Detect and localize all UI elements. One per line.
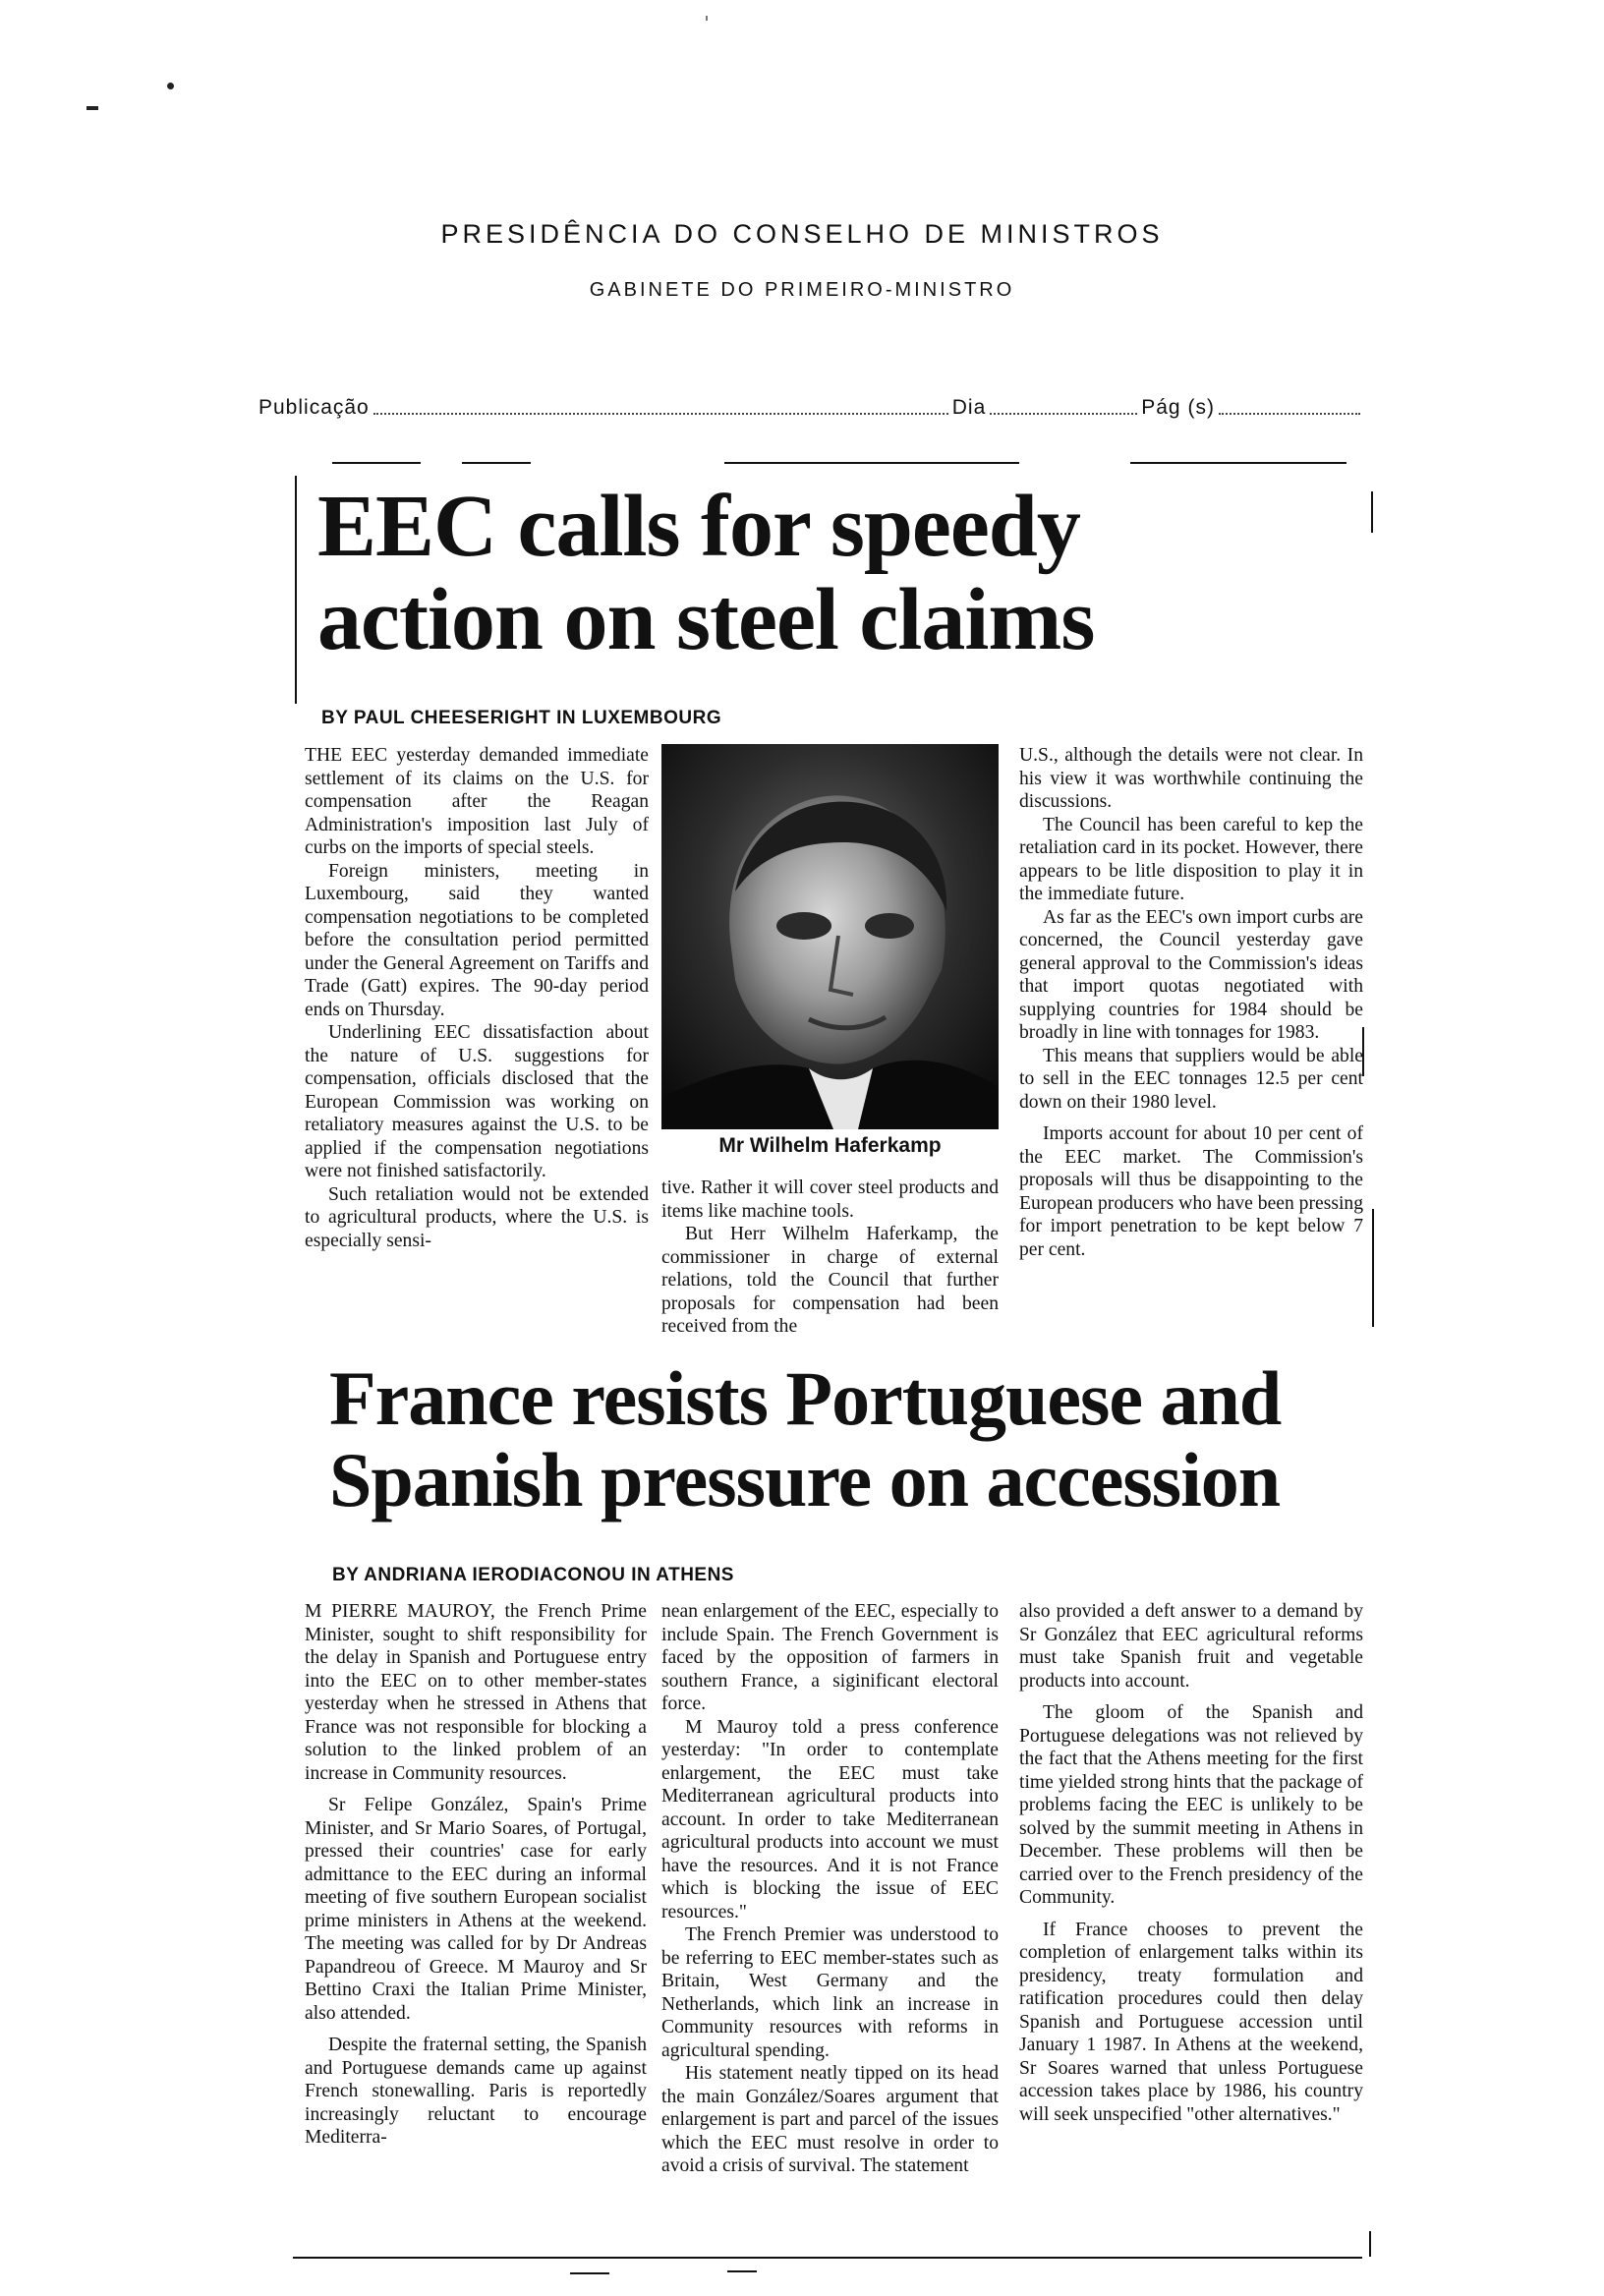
paragraph: also provided a deft answer to a demand by Sr González that EEC agricultural reforms must take Spanish fruit and vegetable products into account. [1019,1601,1363,1692]
article2-col3 [1019,1600,1363,2126]
right-edge-mark [1369,2231,1371,2257]
right-edge-mark [1372,1209,1374,1327]
scan-mark [86,106,98,110]
article2-headline [329,1355,1371,1522]
bottom-mark [570,2272,609,2274]
article1-headline-line1: EEC calls for speedy [317,478,1080,575]
paragraph: Despite the fraternal setting, the Spanish and Portuguese demands came up against French stonewalling. Paris is reportedly increasingly reluctant to encourage Mediterra- [305,2035,647,2148]
paragraph: This means that suppliers would be able to sell in the EEC tonnages 12.5 per cent down on their 1980 level. [1019,1045,1363,1113]
ministry-heading: PRESIDÊNCIA DO CONSELHO DE MINISTROS [440,219,1164,249]
article1-headline [317,480,1359,667]
article1-col1 [305,744,649,1252]
paragraph: As far as the EEC's own import curbs are concerned, the Council yesterday gave general approval to the Commission's ideas that import quotas negotiated with supplying countries for 1984 should be broadly in line with tonnages for 1983. [1019,906,1363,1043]
paragraph: M PIERRE MAUROY, the French Prime Minister, sought to shift responsibility for the delay in Spanish and Portuguese entry into the EEC on to other member-states yesterday when he stressed in Athens that France was not responsible for blocking a solution to the linked problem of an increase in Community resources. [305,1601,647,1784]
scan-mark [706,16,708,21]
left-frame-rule [295,476,297,704]
paragraph: But Herr Wilhelm Haferkamp, the commissioner in charge of external relations, told the Council that further proposals for compensation had been received from the [661,1224,999,1337]
paragraph: The Council has been careful to kep the retaliation card in its pocket. However, there appears to be litle disposition to play it in the immediate future. [1019,814,1363,904]
article1-headline-line2: action on steel claims [317,571,1095,669]
haferkamp-photo [661,744,999,1129]
paragraph: The French Premier was understood to be referring to EEC member-states such as Britain, West Germany and the Netherlands, which link an increase in Community resources with reforms in agricultural spending. [661,1924,999,2061]
paragraph: Underlining EEC dissatisfaction about the nature of U.S. suggestions for compensation, officials disclosed that the European Commission was working on retaliatory measures against the U.S. to be applied if the compensation negotiations were not finished satisfactorily. [305,1022,649,1181]
article2-headline-line1: France resists Portuguese and [329,1355,1282,1441]
pag-label: Pág (s) [1141,396,1215,419]
publication-line [258,396,1364,420]
bottom-rule [293,2257,1362,2259]
publicacao-field [373,412,948,415]
paragraph: nean enlargement of the EEC, especially to include Spain. The French Government is faced by the opposition of farmers in southern France, a siginificant electoral force. [661,1601,999,1714]
photo-caption: Mr Wilhelm Haferkamp [718,1134,942,1157]
article1-col2 [661,1177,999,1339]
paragraph: U.S., although the details were not clear. In his view it was worthwhile continuing the discussions. [1019,745,1363,812]
top-rule [724,462,1019,464]
paragraph: The gloom of the Spanish and Portuguese delegations was not relieved by the fact that the Athens meeting for the first time yielded strong hints that the package of problems facing the EEC is unlikely to be solved by the summit meeting in Athens in December. These problems will then be carried over to the French presidency of the Community. [1019,1702,1363,1908]
paragraph: If France chooses to prevent the completion of enlargement talks within its presidency, treaty formulation and ratification procedures could then delay Spanish and Portuguese accession until January 1 1987. In Athens at the weekend, Sr Soares warned that unless Portuguese accession takes place by 1986, his country will seek unspecified "other alternatives." [1019,1919,1363,2125]
article2-byline: BY ANDRIANA IERODIACONOU IN ATHENS [332,1565,734,1585]
article1-byline: BY PAUL CHEESERIGHT IN LUXEMBOURG [321,708,722,728]
paragraph: His statement neatly tipped on its head the main González/Soares argument that enlargement is part and parcel of the issues which the EEC must resolve in order to avoid a crisis of survival. The statement [661,2063,999,2176]
office-heading: GABINETE DO PRIMEIRO-MINISTRO [589,279,1015,301]
portrait-image [661,744,999,1129]
paragraph: THE EEC yesterday demanded immediate settlement of its claims on the U.S. for compensation after the Reagan Administration's imposition last July of curbs on the imports of special steels. [305,745,649,858]
dia-label: Dia [951,396,987,419]
paragraph: M Mauroy told a press conference yesterday: "In order to contemplate enlargement, the EEC must take Mediterranean agricultural products into account. In order to take Mediterranean agricultural products into account we must have the resources. And it is not France which is blocking the issue of EEC resources." [661,1716,999,1923]
top-rule [462,462,531,464]
article2-col1 [305,1600,647,2150]
top-rule [332,462,421,464]
right-edge-mark [1371,491,1373,533]
top-rule [1130,462,1346,464]
paragraph: Foreign ministers, meeting in Luxembourg, said they wanted compensation negotiations to be completed before the consultation period permitted under the General Agreement on Tariffs and Trade (Gatt) expires. The 90-day period ends on Thursday. [305,860,649,1020]
paragraph: Such retaliation would not be extended to agricultural products, where the U.S. is especially sensi- [305,1183,649,1251]
article1-col3 [1019,744,1363,1261]
bottom-mark [727,2270,757,2272]
paragraph: Sr Felipe González, Spain's Prime Minister, and Sr Mario Soares, of Portugal, pressed their countries' case for early admittance to the EEC during an informal meeting of five southern European socialist prime ministers in Athens at the weekend. The meeting was called for by Dr Andreas Papandreou of Greece. M Mauroy and Sr Bettino Craxi the Italian Prime Minister, also attended. [305,1795,647,2024]
pag-field [1219,412,1360,415]
article2-col2 [661,1600,999,2178]
publicacao-label: Publicação [258,396,370,419]
paragraph: tive. Rather it will cover steel products and items like machine tools. [661,1177,999,1222]
dia-field [990,412,1137,415]
scan-mark [166,82,176,91]
article2-headline-line2: Spanish pressure on accession [329,1436,1281,1522]
paragraph: Imports account for about 10 per cent of the EEC market. The Commission's proposals will thus be disappointing to the European producers who have been pressing for import penetration to be kept below 7 per cent. [1019,1123,1363,1260]
